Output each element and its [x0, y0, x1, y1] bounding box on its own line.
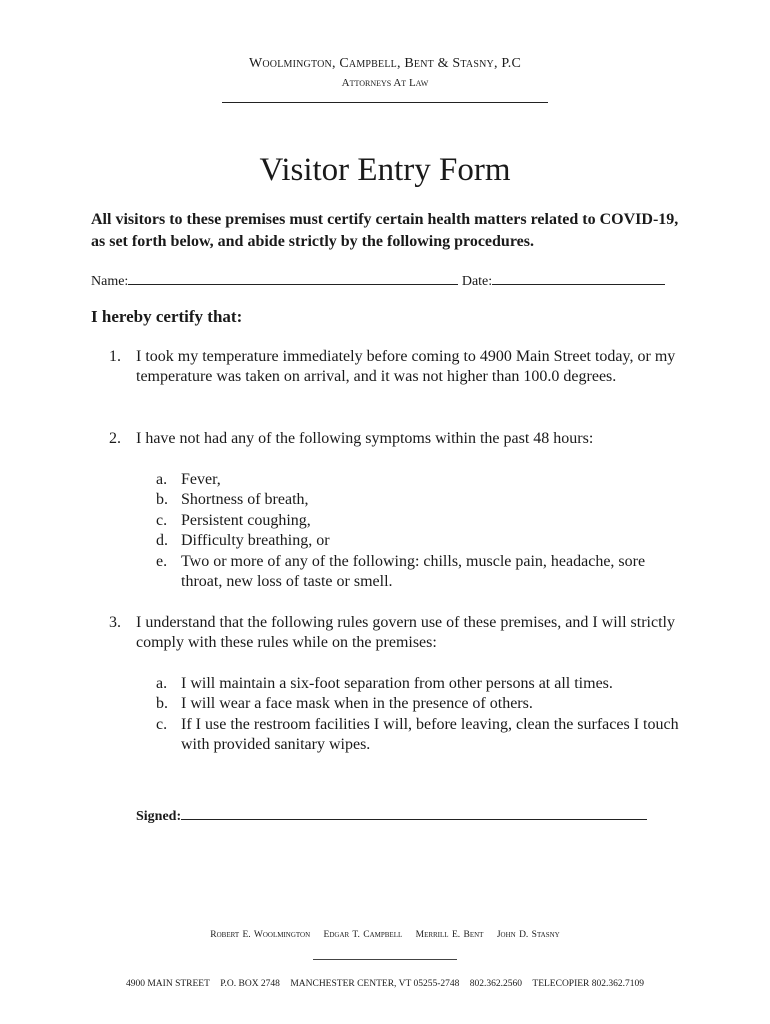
- sub-item-letter: c.: [156, 716, 168, 733]
- sub-item-letter: a.: [156, 675, 168, 692]
- address-fax: TELECOPIER 802.362.7109: [532, 979, 645, 989]
- sub-item-letter: c.: [156, 512, 168, 529]
- address-po-box: P.O. BOX 2748: [220, 979, 280, 989]
- sub-item-text: Two or more of any of the following: chills, muscle pain, headache, sore throat, new loss of taste or smell.: [181, 553, 646, 591]
- sub-list-item: [156, 531, 686, 551]
- footer-address: [0, 979, 770, 989]
- sub-item-text: Shortness of breath,: [181, 491, 309, 508]
- name-field[interactable]: [128, 271, 458, 285]
- sub-item-letter: b.: [156, 491, 168, 508]
- sub-list-item: [156, 674, 686, 694]
- sub-item-text: Fever,: [181, 471, 221, 488]
- date-label: Date:: [461, 274, 493, 289]
- partner-name: Edgar T. Campbell: [323, 930, 403, 940]
- item-text: I took my temperature immediately before coming to 4900 Main Street today, or my temperature was taken on arrival, and it was not higher than 100.0 degrees.: [136, 348, 676, 385]
- signature-field[interactable]: [181, 806, 647, 820]
- list-item: [109, 613, 679, 653]
- sub-list-item: [156, 490, 686, 510]
- sub-list-item: [156, 552, 686, 593]
- sub-list-item: [156, 715, 686, 756]
- address-phone: 802.362.2560: [469, 979, 523, 989]
- sub-list-item: [156, 694, 686, 714]
- sub-list-item: [156, 511, 686, 531]
- certify-heading: I hereby certify that:: [91, 307, 243, 326]
- name-date-row: [91, 271, 691, 290]
- address-street: 4900 MAIN STREET: [125, 979, 210, 989]
- sub-item-letter: d.: [156, 532, 168, 549]
- sub-item-letter: a.: [156, 471, 168, 488]
- signature-row: [136, 806, 647, 825]
- sub-list-item: [156, 470, 686, 490]
- sub-item-letter: e.: [156, 553, 168, 570]
- intro-paragraph: All visitors to these premises must certify certain health matters related to COVID-19, as set forth below, and abide strictly by the following procedures.: [91, 211, 679, 250]
- sub-item-letter: b.: [156, 695, 168, 712]
- signed-label: Signed:: [136, 809, 182, 824]
- firm-name: Woolmington, Campbell, Bent & Stasny, P.C: [248, 56, 522, 71]
- firm-subtitle: Attorneys At Law: [341, 77, 429, 89]
- page-title: Visitor Entry Form: [259, 152, 511, 188]
- partner-name: Robert E. Woolmington: [210, 930, 311, 940]
- partner-name: John D. Stasny: [496, 930, 560, 940]
- sub-item-text: Difficulty breathing, or: [181, 532, 330, 549]
- sub-item-text: I will wear a face mask when in the presence of others.: [181, 695, 533, 712]
- partners-list: [0, 930, 770, 940]
- list-item: [109, 429, 679, 449]
- item-text: I understand that the following rules govern use of these premises, and I will strictly comply with these rules while on the premises:: [136, 614, 675, 651]
- header-divider: [222, 102, 548, 103]
- sub-item-text: Persistent coughing,: [181, 512, 311, 529]
- list-item: [109, 347, 679, 387]
- item-number: 3.: [109, 614, 121, 631]
- sub-item-text: I will maintain a six-foot separation from other persons at all times.: [181, 675, 613, 692]
- name-label: Name:: [91, 274, 129, 289]
- footer-divider: [313, 959, 457, 960]
- partner-name: Merrill E. Bent: [415, 930, 484, 940]
- item-number: 2.: [109, 430, 121, 447]
- sub-item-text: If I use the restroom facilities I will, before leaving, clean the surfaces I touch with provided sanitary wipes.: [181, 716, 679, 754]
- item-text: I have not had any of the following symptoms within the past 48 hours:: [136, 430, 594, 447]
- item-number: 1.: [109, 348, 121, 365]
- date-field[interactable]: [492, 271, 665, 285]
- address-city: MANCHESTER CENTER, VT 05255-2748: [290, 979, 460, 989]
